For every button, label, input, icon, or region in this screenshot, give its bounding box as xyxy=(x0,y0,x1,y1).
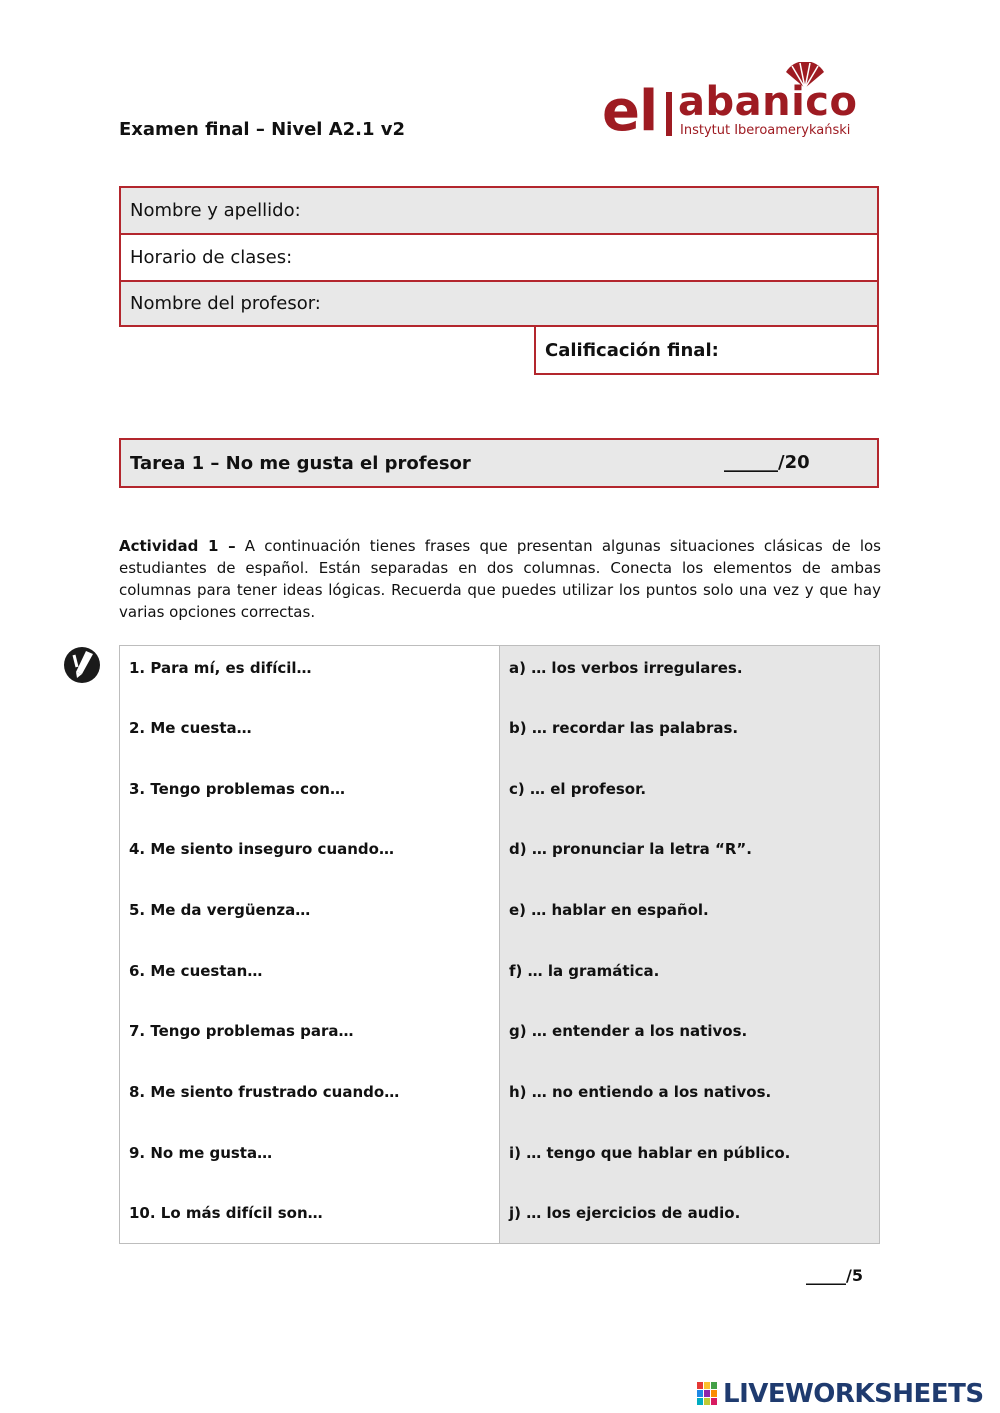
logo-subtitle: Instytut Iberoamerykański xyxy=(680,123,851,138)
activity-label: Actividad 1 – xyxy=(119,537,236,555)
liveworksheets-logo[interactable] xyxy=(697,1377,993,1411)
left-item-7[interactable]: 7. Tengo problemas para… xyxy=(129,1022,354,1040)
right-item-j[interactable]: j) … los ejercicios de audio. xyxy=(509,1204,741,1222)
left-item-9[interactable]: 9. No me gusta… xyxy=(129,1144,273,1162)
pencil-icon xyxy=(62,645,102,685)
matching-table xyxy=(119,645,880,1244)
right-item-f[interactable]: f) … la gramática. xyxy=(509,962,660,980)
name-field[interactable]: Nombre y apellido: xyxy=(119,186,879,233)
right-item-a[interactable]: a) … los verbos irregulares. xyxy=(509,659,743,677)
left-item-1[interactable]: 1. Para mí, es difícil… xyxy=(129,659,312,677)
left-item-10[interactable]: 10. Lo más difícil son… xyxy=(129,1204,323,1222)
activity-instructions xyxy=(119,535,881,623)
student-info-table xyxy=(119,186,879,327)
left-item-6[interactable]: 6. Me cuestan… xyxy=(129,962,263,980)
logo-divider xyxy=(666,92,672,136)
schedule-field[interactable]: Horario de clases: xyxy=(119,233,879,280)
right-item-b[interactable]: b) … recordar las palabras. xyxy=(509,719,739,737)
liveworksheets-squares-icon xyxy=(697,1382,719,1406)
right-column xyxy=(500,646,879,1243)
task-title: Tarea 1 – No me gusta el profesor xyxy=(130,452,471,474)
left-item-2[interactable]: 2. Me cuesta… xyxy=(129,719,252,737)
task-score: ______/20 xyxy=(724,452,810,473)
el-abanico-logo xyxy=(600,62,875,152)
right-item-g[interactable]: g) … entender a los nativos. xyxy=(509,1022,748,1040)
right-item-i[interactable]: i) … tengo que hablar en público. xyxy=(509,1144,791,1162)
exam-title: Examen final – Nivel A2.1 v2 xyxy=(119,119,406,140)
left-column xyxy=(120,646,500,1243)
liveworksheets-text: LIVEWORKSHEETS xyxy=(723,1379,984,1409)
right-item-c[interactable]: c) … el profesor. xyxy=(509,780,647,798)
logo-abanico-text: abanico xyxy=(678,79,858,125)
activity-score: _____/5 xyxy=(806,1266,863,1285)
left-item-4[interactable]: 4. Me siento inseguro cuando… xyxy=(129,840,394,858)
activity-text: A continuación tienes frases que presentan algunas situaciones clásicas de los estudiantes de español. Están separadas en dos columnas. Conecta los elementos de ambas columnas para tener ideas lógicas. Recuerda que puedes utilizar los puntos solo una vez y que hay varias opciones correctas. xyxy=(119,537,881,621)
logo-el-text: el xyxy=(602,79,658,144)
task-header xyxy=(119,438,879,488)
right-item-e[interactable]: e) … hablar en español. xyxy=(509,901,709,919)
right-item-h[interactable]: h) … no entiendo a los nativos. xyxy=(509,1083,772,1101)
left-item-3[interactable]: 3. Tengo problemas con… xyxy=(129,780,345,798)
final-grade-field[interactable]: Calificación final: xyxy=(534,327,879,375)
left-item-8[interactable]: 8. Me siento frustrado cuando… xyxy=(129,1083,400,1101)
right-item-d[interactable]: d) … pronunciar la letra “R”. xyxy=(509,840,752,858)
left-item-5[interactable]: 5. Me da vergüenza… xyxy=(129,901,311,919)
teacher-field[interactable]: Nombre del profesor: xyxy=(119,280,879,327)
